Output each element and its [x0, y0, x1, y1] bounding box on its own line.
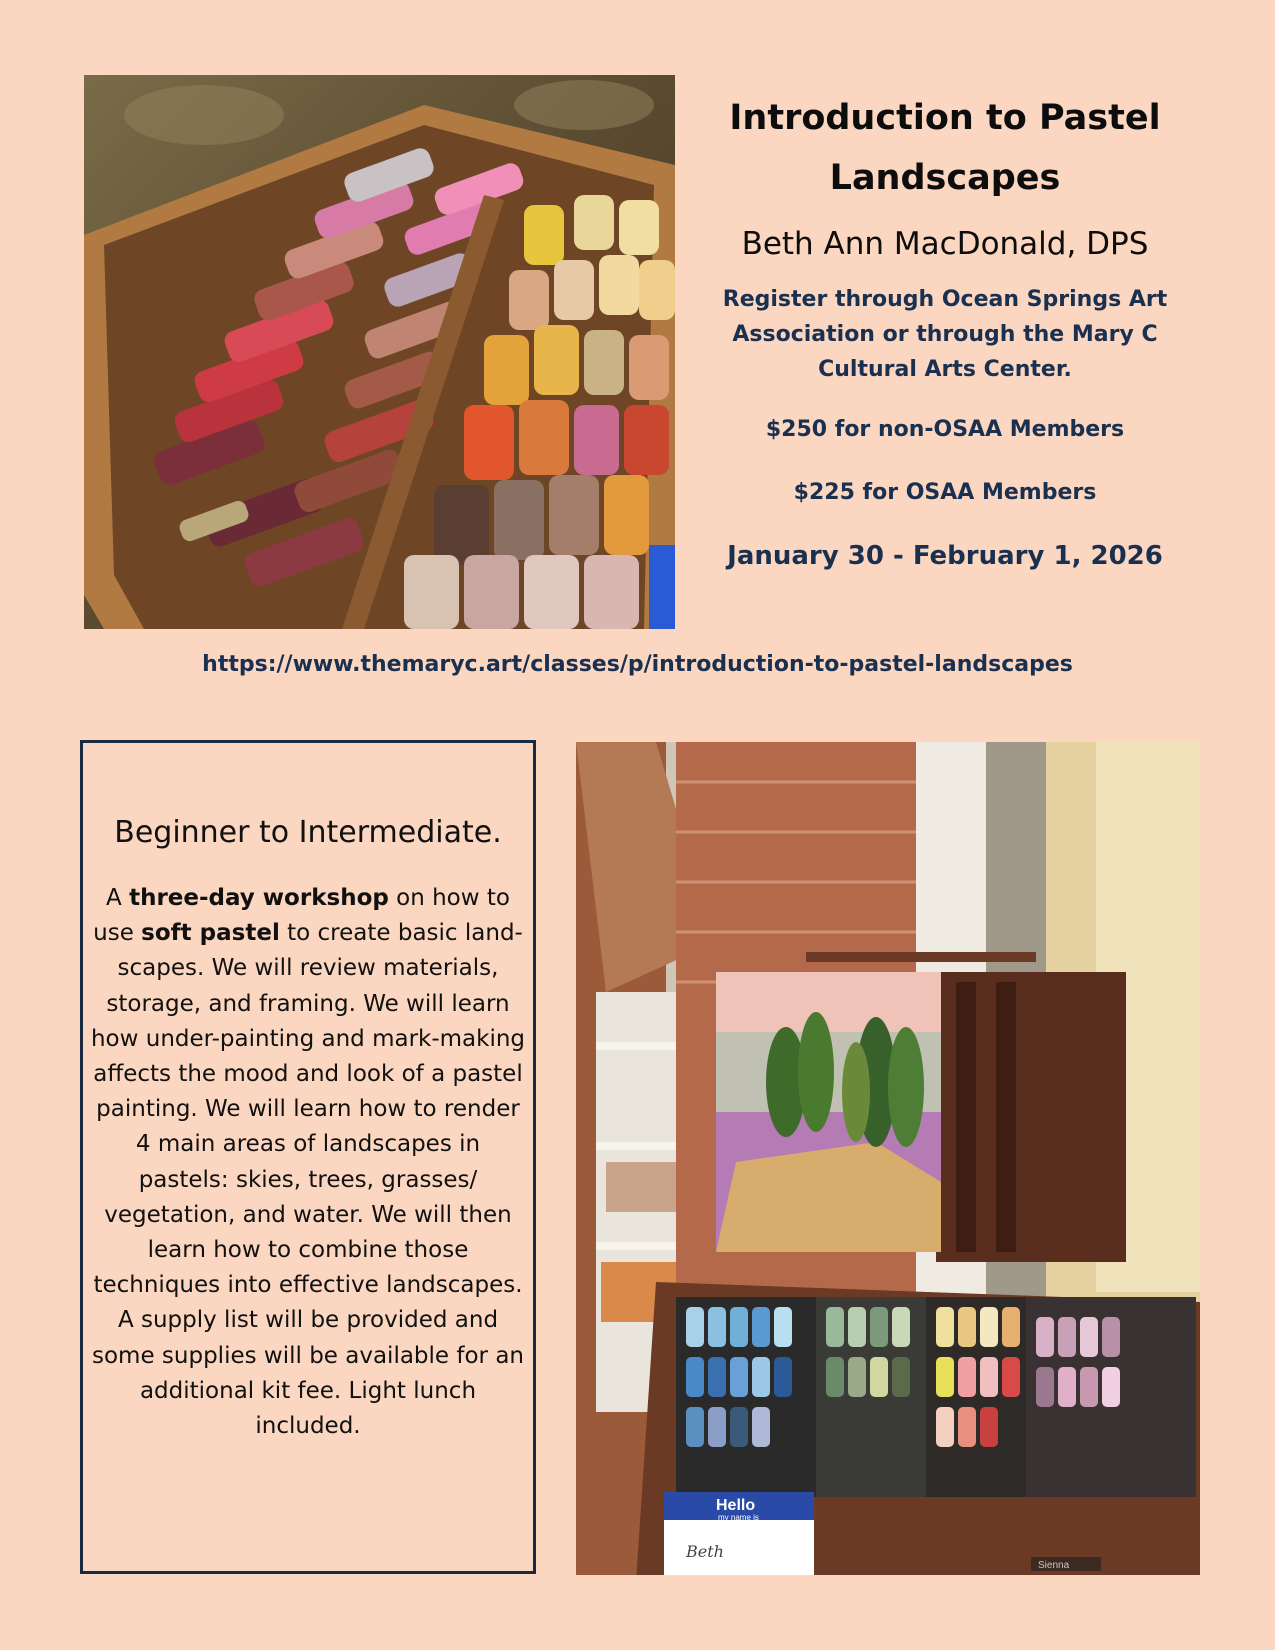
description-body: to create basic land-scapes. We will review materials, storage, and framing. We will learn how under-painting and mark-making affects the mood and look of a pastel painting. We will learn how to render 4 main areas of landscapes in pastels: skies, trees, grasses/ vegetation, and water. We will then learn how to combine those techniques into effective landscapes. A supply list will be provided and some supplies will be available for an additional kit fee. Light lunch included.	[90, 920, 526, 1440]
title-line-2: Landscapes	[829, 158, 1061, 198]
pastel-box-illustration	[84, 75, 675, 629]
box-brand-label: Sienna	[1038, 1560, 1070, 1571]
name-tag-title: Hello	[716, 1497, 756, 1514]
registration-url[interactable]: https://www.themaryc.art/classes/p/introduction-to-pastel-landscapes	[202, 652, 1073, 677]
name-tag-name: Beth	[686, 1542, 724, 1561]
price-non-member: $250 for non-OSAA Members	[765, 417, 1125, 442]
price-member: $225 for OSAA Members	[793, 480, 1097, 505]
description-box	[80, 740, 536, 1574]
description-bold-pastel: soft pastel	[141, 920, 280, 947]
description-text	[89, 881, 527, 1444]
instructor-name: Beth Ann MacDonald, DPS	[741, 226, 1149, 262]
header-block	[700, 88, 1190, 574]
workshop-dates: January 30 - February 1, 2026	[727, 541, 1163, 571]
page-title	[700, 88, 1190, 208]
pastel-box-photo	[84, 75, 675, 629]
description-intro-b: on how to use	[93, 885, 510, 947]
level-heading: Beginner to Intermediate.	[114, 815, 502, 850]
description-bold-workshop: three-day workshop	[129, 885, 389, 911]
name-tag-sub: my name is	[718, 1513, 759, 1522]
registration-info: Register through Ocean Springs Art Association or through the Mary C Cultural Arts Center.	[722, 287, 1168, 382]
easel-painting-photo	[576, 742, 1200, 1575]
title-line-1: Introduction to Pastel	[729, 98, 1161, 138]
easel-illustration	[576, 742, 1200, 1575]
description-intro-a: A	[106, 885, 130, 911]
